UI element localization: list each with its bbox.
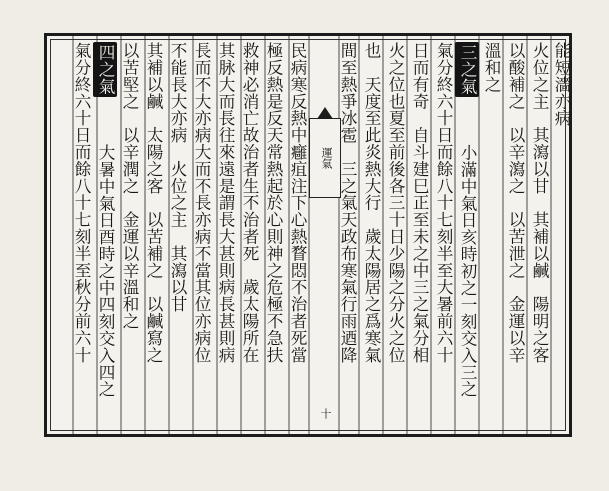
column-text: 能短濇亦病 [552, 42, 571, 127]
text-column-6 [431, 42, 455, 430]
column-rules [47, 36, 569, 434]
text-column-15 [189, 42, 213, 430]
text-column-1 [549, 42, 573, 430]
column-text: 民病寒反熱中癰疽注下心熱瞀悶不治者死當 [288, 42, 307, 364]
column-text: 火之位也夏至前後各三十日少陽之分火之位 [386, 42, 405, 364]
column-text: 以苦堅之 以辛潤之 金運以辛溫和之 [120, 42, 139, 330]
text-column-14 [213, 42, 237, 430]
column-text: 溫和之 [482, 42, 501, 93]
column-text: 救神必消亡故治者生不治者死 歲太陽所在 [240, 42, 259, 364]
text-column-11 [285, 42, 309, 430]
column-text: 其補以鹹 太陽之客 以苦補之 以鹹寫之 [144, 42, 163, 364]
page-frame [44, 33, 572, 437]
column-text: 氣分終六十日而餘八十七刻半至大暑前六十 [434, 42, 453, 364]
text-column-4 [479, 42, 503, 430]
text-column-5 [455, 42, 479, 430]
text-column-7 [407, 42, 431, 430]
column-text: 也 天度至此炎熱大行 歲太陽居之爲寒氣 [362, 42, 381, 364]
column-text: 小滿中氣日亥時初之一刻交入三之 [458, 144, 477, 398]
section-badge: 四之氣 [93, 42, 117, 97]
column-text: 火位之主 其瀉以甘 其補以鹹 陽明之客 [530, 42, 549, 364]
text-column-8 [383, 42, 407, 430]
text-column-18 [117, 42, 141, 430]
fishtail-marker [309, 118, 341, 198]
column-text: 氣分終六十日而餘八十七刻半至秋分前六十 [72, 42, 91, 364]
text-column-9 [359, 42, 383, 430]
column-text: 極反熱是反天常熱起於心則神之危極不急扶 [264, 42, 283, 364]
text-column-12 [261, 42, 285, 430]
text-column-13 [237, 42, 261, 430]
text-column-16 [165, 42, 189, 430]
folio-text: 十 [319, 408, 332, 419]
column-text: 日而有奇 自斗建巳正至未之中三之氣分相 [410, 42, 429, 364]
folio-number [317, 408, 333, 419]
text-column-19 [93, 42, 117, 430]
text-column-3 [503, 42, 527, 430]
column-text: 其脉大而長往來遠是謂長大甚則病長甚則病 [216, 42, 235, 364]
text-column-20 [69, 42, 93, 430]
column-text: 長而不大亦病大而不長亦病不當其位亦病位 [192, 42, 211, 364]
text-column-10 [335, 42, 359, 430]
column-text: 大暑中氣日酉時之中四刻交入四之 [96, 144, 115, 398]
fishtail-label: 運氣 [320, 147, 333, 169]
column-text: 以酸補之 以辛瀉之 以苦泄之 金運以辛 [506, 42, 525, 364]
column-text: 間至熱爭冰雹 三之氣天政布寒氣行雨迺降 [338, 42, 357, 364]
section-badge: 三之氣 [455, 42, 479, 97]
text-column-2 [527, 42, 551, 430]
text-column-17 [141, 42, 165, 430]
column-text: 不能長大亦病 火位之主 其瀉以甘 [168, 42, 187, 313]
